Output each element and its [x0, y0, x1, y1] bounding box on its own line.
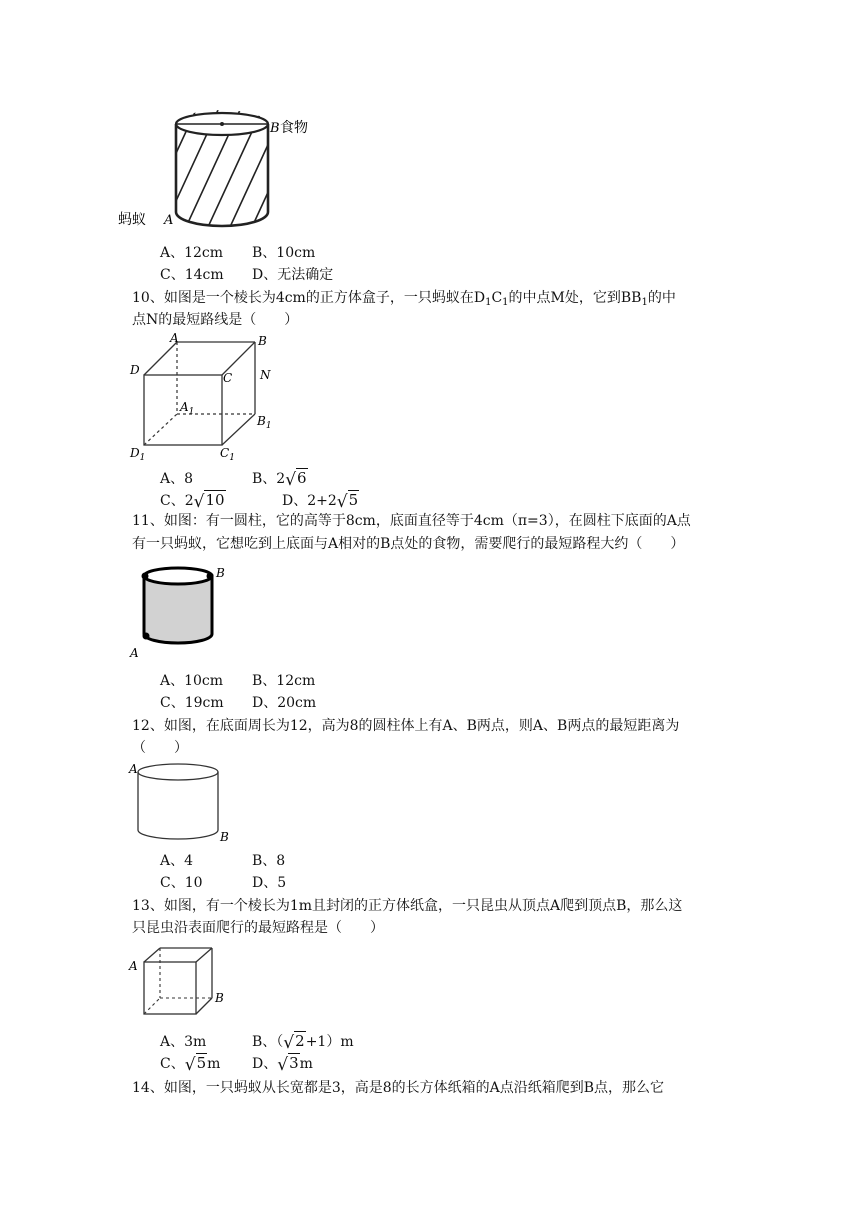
- q12-label-a: A: [129, 762, 138, 776]
- q9-option-b: B、10cm: [252, 245, 316, 261]
- q10-label-c: C: [223, 371, 233, 385]
- q13-option-b: B、（√2+1）m: [252, 1032, 354, 1053]
- q10-label-a1: $A_1$: [180, 400, 195, 417]
- q13-option-a: A、3m: [160, 1034, 207, 1050]
- q9-label-ant: 蚂蚁: [118, 212, 146, 228]
- q13-label-a: A: [129, 959, 138, 973]
- q10-label-d: D: [130, 363, 140, 377]
- q10-label-n: N: [260, 368, 271, 382]
- q9-cylinder-figure: [118, 100, 318, 240]
- q12-stem-line2: （ ）: [132, 740, 188, 756]
- q9-option-c: C、14cm: [160, 267, 224, 283]
- q11-cylinder-figure: [128, 562, 238, 660]
- q12-option-c: C、10: [160, 875, 203, 891]
- q12-cylinder-figure: [128, 758, 238, 848]
- q12-label-b: B: [220, 830, 229, 844]
- q11-option-a: A、10cm: [160, 673, 224, 689]
- q12-option-b: B、8: [252, 853, 286, 869]
- q9-option-d: D、无法确定: [252, 267, 334, 283]
- q9-option-a: A、12cm: [160, 245, 224, 261]
- q11-option-d: D、20cm: [252, 695, 317, 711]
- q13-option-c: C、√5m: [160, 1054, 221, 1075]
- q14-stem-line1: 14、如图，一只蚂蚁从长宽都是3，高是8的长方体纸箱的A点沿纸箱爬到B点，那么它: [132, 1080, 665, 1096]
- q11-label-b: B: [216, 566, 225, 580]
- q9-label-a: A: [164, 213, 174, 228]
- q11-label-a: A: [130, 646, 139, 660]
- q10-label-d1: $D_1$: [130, 446, 146, 463]
- q13-cube-figure: [126, 940, 236, 1020]
- q13-stem-line2: 只昆虫沿表面爬行的最短路程是（ ）: [132, 920, 384, 936]
- q10-label-b: B: [258, 334, 267, 348]
- q12-option-d: D、5: [252, 875, 287, 891]
- q10-label-a: A: [170, 331, 179, 345]
- q10-stem-line1: 10、如图是一个棱长为4cm的正方体盒子，一只蚂蚁在$D_1C_1$的中点M处，它到$BB_1$的中: [132, 290, 676, 308]
- q10-option-c: C、2√10: [160, 491, 225, 512]
- q12-option-a: A、4: [160, 853, 194, 869]
- q10-option-d: D、2+2√5: [282, 491, 359, 512]
- q10-option-a: A、8: [160, 471, 194, 487]
- q11-option-b: B、12cm: [252, 673, 316, 689]
- q11-option-c: C、19cm: [160, 695, 224, 711]
- q13-label-b: B: [215, 991, 224, 1005]
- q9-label-b: B: [270, 121, 280, 136]
- q10-label-c1: $C_1$: [220, 446, 235, 463]
- q9-label-food: 食物: [280, 120, 308, 136]
- q11-stem-line2: 有一只蚂蚁，它想吃到上底面与A相对的B点处的食物，需要爬行的最短路程大约（ ）: [132, 536, 685, 552]
- q10-cube-figure: [124, 330, 284, 464]
- q10-option-b: B、2√6: [252, 469, 307, 490]
- q13-stem-line1: 13、如图，有一个棱长为1m且封闭的正方体纸盒，一只昆虫从顶点A爬到顶点B，那么这: [132, 898, 683, 914]
- q11-stem-line1: 11、如图：有一圆柱，它的高等于8cm，底面直径等于4cm（π=3），在圆柱下底面的A点: [132, 513, 691, 529]
- q12-stem-line1: 12、如图，在底面周长为12，高为8的圆柱体上有A、B两点，则A、B两点的最短距离为: [132, 718, 680, 734]
- q13-option-d: D、√3m: [252, 1054, 313, 1075]
- q10-stem-line2: 点N的最短路线是（ ）: [132, 312, 299, 328]
- q10-label-b1: $B_1$: [257, 414, 272, 431]
